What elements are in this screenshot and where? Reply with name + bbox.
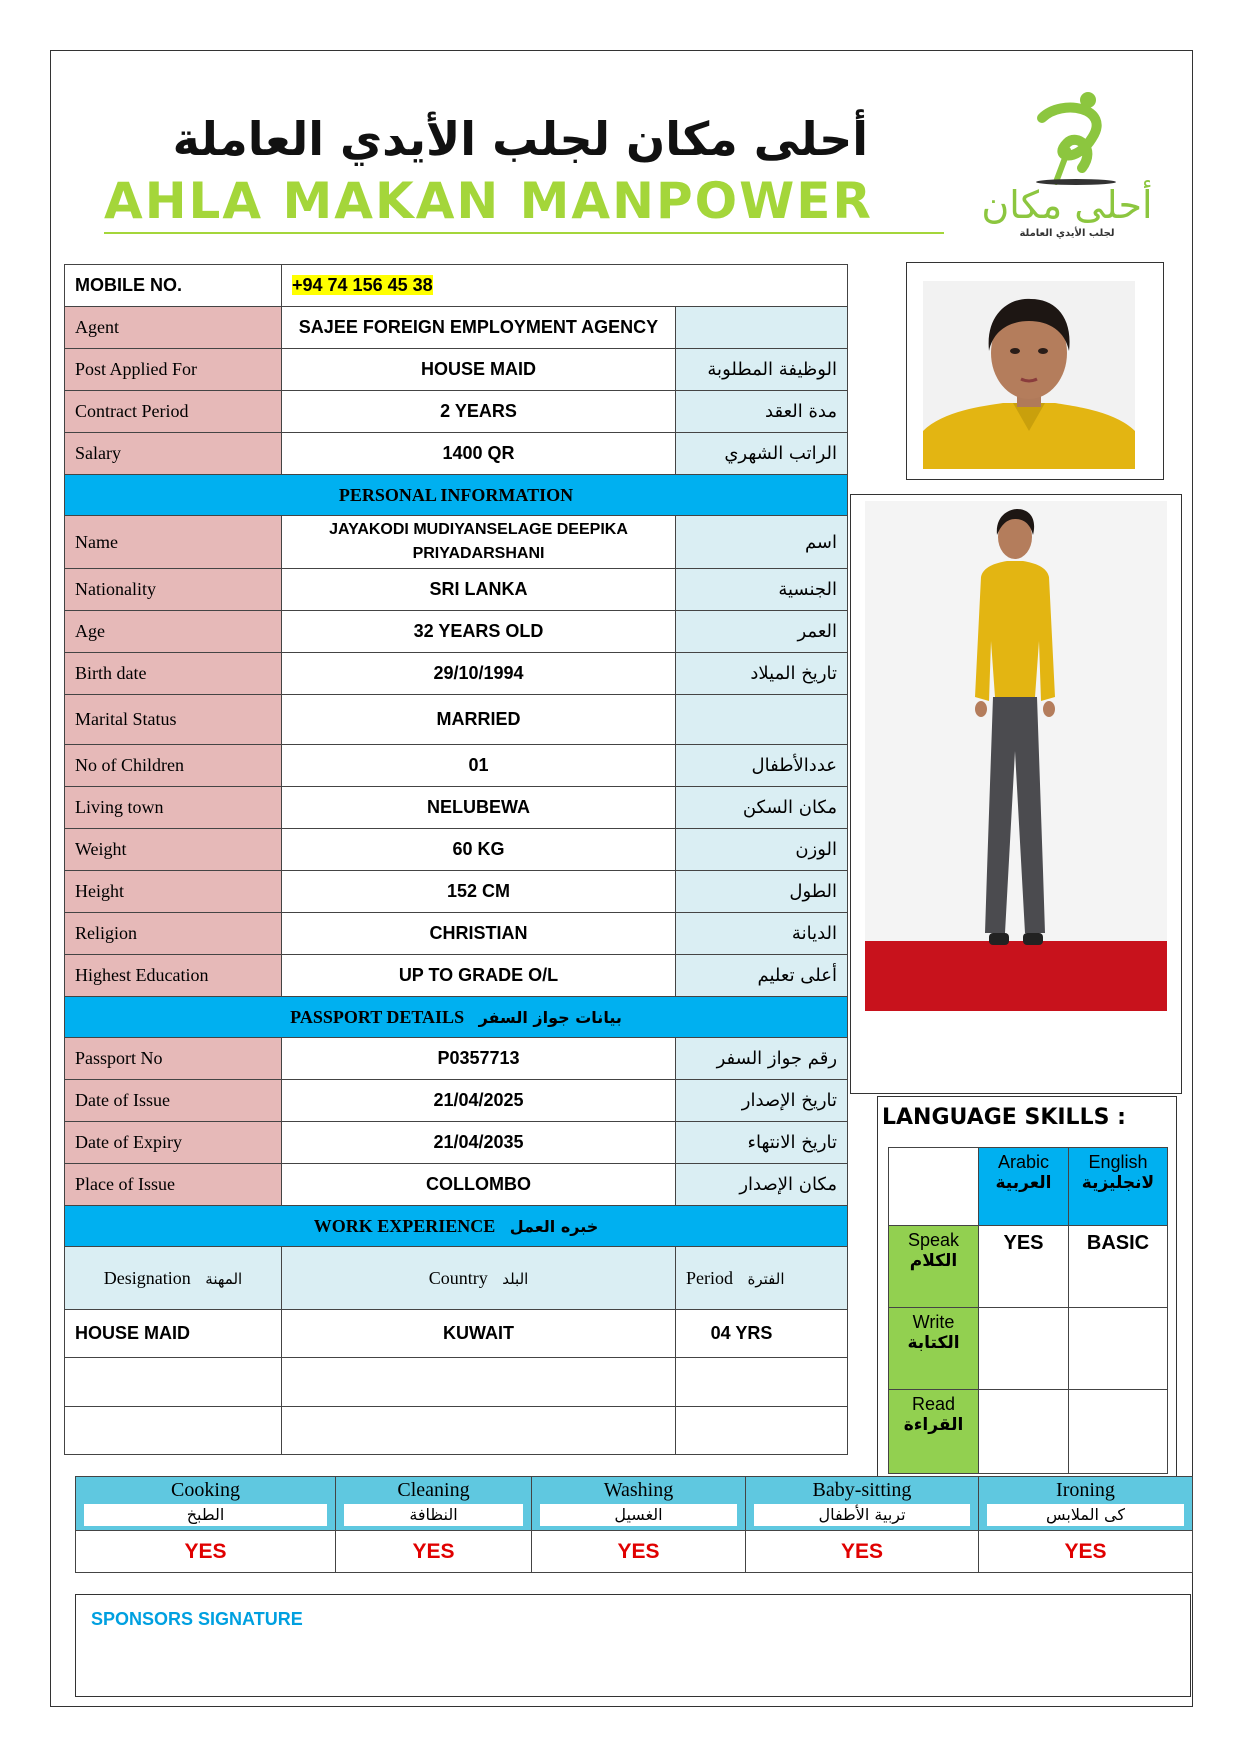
- row-value: MARRIED: [282, 695, 676, 745]
- row-label: Height: [65, 871, 282, 913]
- row-value: 32 YEARS OLD: [282, 611, 676, 653]
- mobile-number: +94 74 156 45 38: [292, 275, 433, 295]
- experience-row-empty: [65, 1407, 848, 1455]
- row-arabic: تاريخ الإصدار: [676, 1080, 848, 1122]
- language-column-ar: العربية: [995, 1173, 1052, 1193]
- row-arabic: مكان السكن: [676, 787, 848, 829]
- language-skill-en: Read: [911, 1394, 956, 1414]
- table-row: [65, 516, 848, 569]
- row-value: NELUBEWA: [282, 787, 676, 829]
- row-arabic: مكان الإصدار: [676, 1164, 848, 1206]
- skills-header-row: [76, 1477, 1193, 1531]
- header-english-title: AHLA MAKAN MANPOWER: [104, 172, 873, 230]
- row-value: 01: [282, 745, 676, 787]
- table-row: [65, 569, 848, 611]
- row-label: Contract Period: [65, 391, 282, 433]
- section-title-arabic: بيانات جواز السفر: [478, 1007, 622, 1027]
- row-arabic: الديانة: [676, 913, 848, 955]
- language-row: [889, 1390, 1168, 1474]
- row-label: Date of Issue: [65, 1080, 282, 1122]
- table-row: [65, 871, 848, 913]
- language-row: [889, 1226, 1168, 1308]
- table-row: [65, 955, 848, 997]
- header-divider: [104, 232, 944, 234]
- row-arabic: الراتب الشهري: [676, 433, 848, 475]
- row-label: Name: [65, 516, 282, 569]
- section-header-passport: [65, 997, 848, 1038]
- row-label: Marital Status: [65, 695, 282, 745]
- row-arabic: الجنسية: [676, 569, 848, 611]
- language-skill-en: Speak: [907, 1230, 960, 1250]
- arabic-level: [979, 1390, 1069, 1474]
- row-label: Passport No: [65, 1038, 282, 1080]
- skill-value: YES: [76, 1531, 336, 1573]
- skill-name: Cooking: [171, 1479, 240, 1501]
- table-row: [65, 913, 848, 955]
- row-arabic: الوزن: [676, 829, 848, 871]
- table-row: [65, 611, 848, 653]
- row-value: UP TO GRADE O/L: [282, 955, 676, 997]
- language-header-row: [889, 1148, 1168, 1226]
- row-arabic: [676, 307, 848, 349]
- skill-name: Ironing: [1056, 1479, 1115, 1501]
- row-value: HOUSE MAID: [282, 349, 676, 391]
- section-header-personal: [65, 475, 848, 516]
- period-header-arabic: الفترة: [747, 1269, 785, 1288]
- row-arabic: رقم جواز السفر: [676, 1038, 848, 1080]
- experience-header-row: [65, 1247, 848, 1310]
- section-title-arabic: خبره العمل: [509, 1216, 599, 1236]
- skill-value: YES: [746, 1531, 979, 1573]
- company-logo: [972, 88, 1162, 248]
- table-row: [65, 745, 848, 787]
- portrait-photo-frame: [906, 262, 1164, 480]
- logo-arabic-text: أحلى مكان: [981, 183, 1153, 227]
- country-header-arabic: البلد: [502, 1269, 529, 1288]
- table-row: [65, 1080, 848, 1122]
- table-row: [65, 1164, 848, 1206]
- skill-name-arabic: الطبخ: [84, 1504, 327, 1526]
- table-row: [65, 1122, 848, 1164]
- english-level: BASIC: [1069, 1226, 1168, 1308]
- logo-figure-icon: [972, 88, 1162, 188]
- language-column-en: English: [1088, 1152, 1148, 1172]
- skill-value: YES: [979, 1531, 1193, 1573]
- language-row: [889, 1308, 1168, 1390]
- sponsor-signature-box[interactable]: [75, 1594, 1191, 1697]
- table-row: [65, 1038, 848, 1080]
- row-label: Age: [65, 611, 282, 653]
- row-arabic: الطول: [676, 871, 848, 913]
- row-arabic: تاريخ الميلاد: [676, 653, 848, 695]
- language-skills-panel: [877, 1096, 1177, 1480]
- row-label: Post Applied For: [65, 349, 282, 391]
- row-arabic: [676, 695, 848, 745]
- designation-header: Designation: [103, 1267, 191, 1288]
- person-portrait-icon: [923, 281, 1135, 469]
- row-label: Agent: [65, 307, 282, 349]
- row-label: No of Children: [65, 745, 282, 787]
- row-arabic: عددالأطفال: [676, 745, 848, 787]
- row-label: Place of Issue: [65, 1164, 282, 1206]
- skill-name: Washing: [603, 1479, 674, 1501]
- row-label: Living town: [65, 787, 282, 829]
- skill-name: Baby-sitting: [812, 1479, 912, 1501]
- row-arabic: مدة العقد: [676, 391, 848, 433]
- period-header: Period: [686, 1267, 733, 1288]
- row-label: Weight: [65, 829, 282, 871]
- language-skill-ar: القراءة: [903, 1415, 964, 1435]
- table-row: [65, 433, 848, 475]
- row-label: Birth date: [65, 653, 282, 695]
- row-value: COLLOMBO: [282, 1164, 676, 1206]
- full-body-photo-frame: [850, 494, 1182, 1094]
- designation-header-arabic: المهنة: [205, 1269, 243, 1288]
- language-skill-ar: الكلام: [909, 1251, 958, 1271]
- row-value: 2 YEARS: [282, 391, 676, 433]
- skills-table: [75, 1476, 1193, 1573]
- table-row: [65, 391, 848, 433]
- mobile-label: MOBILE NO.: [65, 265, 282, 307]
- experience-row: [65, 1310, 848, 1358]
- row-value: JAYAKODI MUDIYANSELAGE DEEPIKA PRIYADARSHANI: [282, 516, 676, 569]
- row-arabic: أعلى تعليم: [676, 955, 848, 997]
- table-row: [65, 653, 848, 695]
- row-value: 152 CM: [282, 871, 676, 913]
- row-value: P0357713: [282, 1038, 676, 1080]
- experience-period: 04 YRS: [676, 1310, 848, 1358]
- row-value: SAJEE FOREIGN EMPLOYMENT AGENCY: [282, 307, 676, 349]
- candidate-details-table: [64, 264, 848, 1455]
- row-value: 29/10/1994: [282, 653, 676, 695]
- row-arabic: الوظيفة المطلوبة: [676, 349, 848, 391]
- section-header-experience: [65, 1206, 848, 1247]
- skill-name: Cleaning: [397, 1479, 470, 1501]
- language-skill-ar: الكتابة: [907, 1333, 960, 1353]
- full-body-photo: [865, 501, 1167, 1011]
- row-label: Salary: [65, 433, 282, 475]
- row-value: SRI LANKA: [282, 569, 676, 611]
- arabic-level: YES: [979, 1226, 1069, 1308]
- table-row: [65, 829, 848, 871]
- row-value: 21/04/2025: [282, 1080, 676, 1122]
- row-value: CHRISTIAN: [282, 913, 676, 955]
- english-level: [1069, 1390, 1168, 1474]
- section-title: PERSONAL INFORMATION: [65, 475, 848, 516]
- language-column-en: Arabic: [997, 1152, 1050, 1172]
- person-full-body-icon: [865, 501, 1167, 1011]
- skill-name-arabic: النظافة: [344, 1504, 523, 1526]
- experience-row-empty: [65, 1358, 848, 1407]
- row-arabic: تاريخ الانتهاء: [676, 1122, 848, 1164]
- skill-value: YES: [532, 1531, 746, 1573]
- portrait-photo: [923, 281, 1135, 469]
- section-title: PASSPORT DETAILS: [290, 1006, 465, 1027]
- table-row: [65, 307, 848, 349]
- experience-country: KUWAIT: [282, 1310, 676, 1358]
- table-row: [65, 695, 848, 745]
- row-label: Nationality: [65, 569, 282, 611]
- language-skills-title: LANGUAGE SKILLS :: [882, 1105, 1126, 1130]
- row-arabic: اسم: [676, 516, 848, 569]
- skill-value: YES: [336, 1531, 532, 1573]
- row-label: Highest Education: [65, 955, 282, 997]
- language-skills-table: [888, 1147, 1168, 1474]
- logo-subtext: لجلب الأيدي العاملة: [1019, 228, 1115, 239]
- country-header: Country: [428, 1267, 488, 1288]
- skill-name-arabic: تربية الأطفال: [754, 1504, 970, 1526]
- language-skill-en: Write: [912, 1312, 955, 1332]
- arabic-level: [979, 1308, 1069, 1390]
- header-arabic-title: أحلى مكان لجلب الأيدي العاملة: [172, 112, 868, 166]
- row-label: Date of Expiry: [65, 1122, 282, 1164]
- skills-value-row: [76, 1531, 1193, 1573]
- table-row: [65, 349, 848, 391]
- table-row: [65, 787, 848, 829]
- skill-name-arabic: کی الملابس: [987, 1504, 1184, 1526]
- row-value: 1400 QR: [282, 433, 676, 475]
- skill-name-arabic: الغسيل: [540, 1504, 737, 1526]
- english-level: [1069, 1308, 1168, 1390]
- mobile-row: [65, 265, 848, 307]
- row-label: Religion: [65, 913, 282, 955]
- section-title: WORK EXPERIENCE: [313, 1215, 496, 1236]
- row-value: 60 KG: [282, 829, 676, 871]
- row-arabic: العمر: [676, 611, 848, 653]
- sponsor-signature-label: SPONSORS SIGNATURE: [91, 1609, 303, 1629]
- language-column-ar: لانجليزية: [1081, 1173, 1155, 1193]
- row-value: 21/04/2035: [282, 1122, 676, 1164]
- experience-designation: HOUSE MAID: [65, 1310, 282, 1358]
